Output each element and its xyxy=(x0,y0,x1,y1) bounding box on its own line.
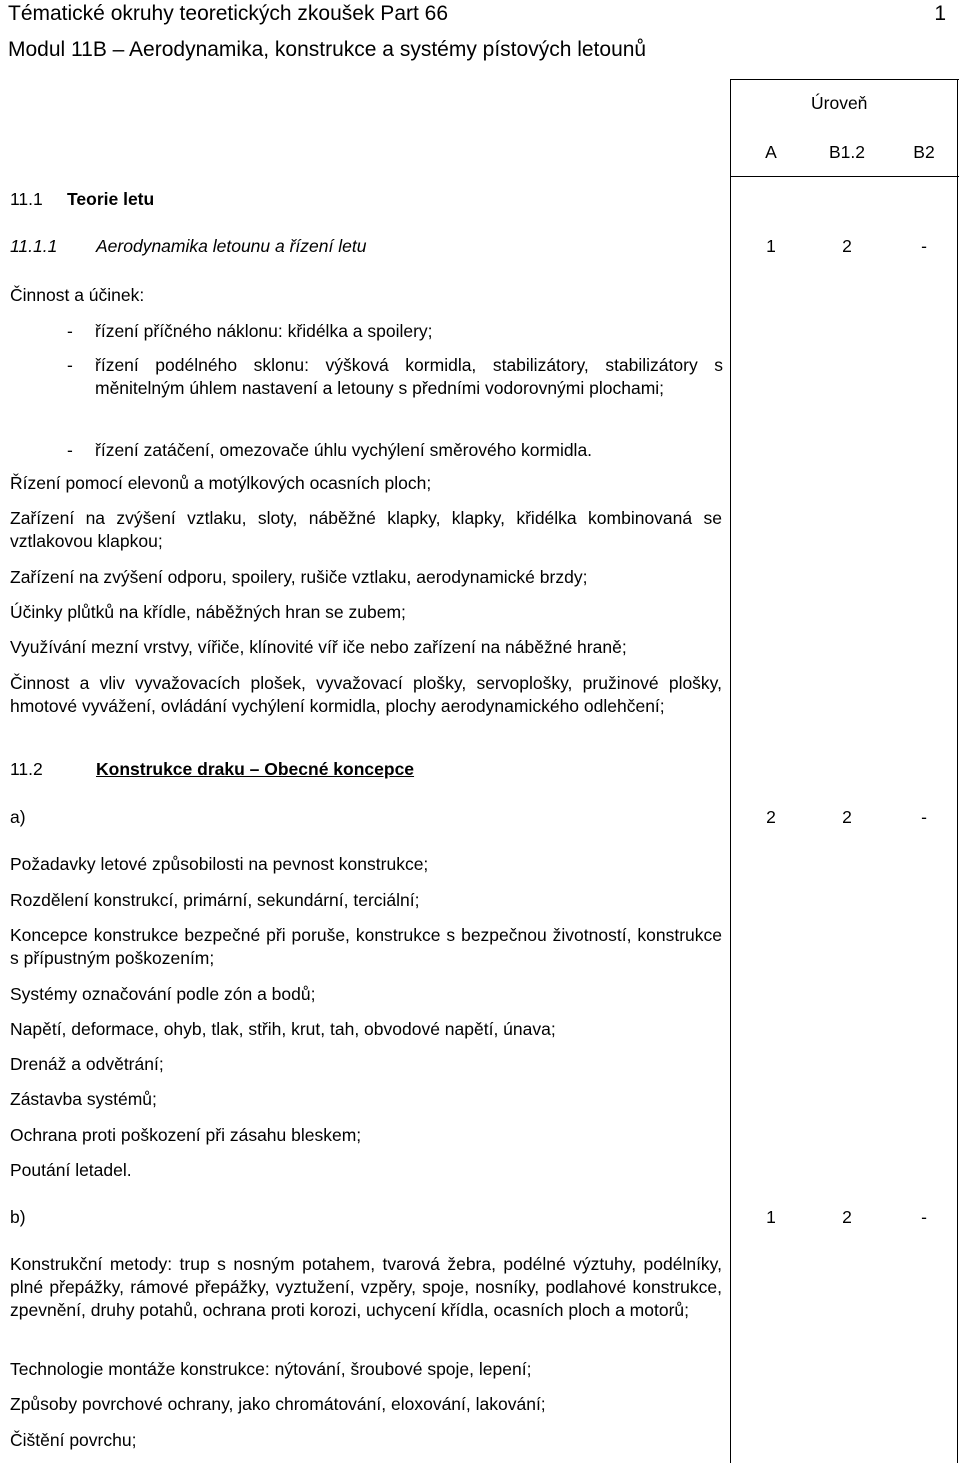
paragraph: Koncepce konstrukce bezpečné při poruše, konstrukce s bezpečnou životností, konstrukce s přípustným poškozením; xyxy=(10,925,722,968)
level-value-b1-2: 2 xyxy=(842,1207,852,1227)
bullet-dash: - xyxy=(67,440,73,460)
section-number: 11.2 xyxy=(10,759,43,779)
subsection-label: b) xyxy=(10,1207,26,1227)
level-table-header-border xyxy=(730,176,959,177)
bullet-item xyxy=(67,320,723,343)
paragraph: Činnost a vliv vyvažovacích plošek, vyvažovací plošky, servoplošky, pružinové plošky, hmotové vyvážení, ovládání vychýlení kormidla, plochy aerodynamického odlehčení; xyxy=(10,673,722,716)
bullet-text: řízení podélného sklonu: výšková kormidla, stabilizátory, stabilizátory s měnitelným úhlem nastavení a letouny s předními vodorovnými plochami; xyxy=(95,355,723,398)
paragraph: Poutání letadel. xyxy=(10,1160,132,1180)
paragraph: Konstrukční metody: trup s nosným potahem, tvarová žebra, podélné výztuhy, podélníky, plné přepážky, rámové přepážky, vyztužení, vzpěry, spoje, nosníky, podlahové konstrukce, zpevnění, druhy potahů, ochrana proti korozi, uchycení křídla, ocasních ploch a motorů; xyxy=(10,1254,722,1320)
paragraph: Čištění povrchu; xyxy=(10,1430,137,1450)
paragraph: Zástavba systémů; xyxy=(10,1089,157,1109)
paragraph: Rozdělení konstrukcí, primární, sekundární, terciální; xyxy=(10,890,420,910)
paragraph: Drenáž a odvětrání; xyxy=(10,1054,164,1074)
level-column-b1-2: B1.2 xyxy=(829,142,865,162)
level-value-b1-2: 2 xyxy=(842,807,852,827)
paragraph: Činnost a účinek: xyxy=(10,285,145,305)
level-value-b1-2: 2 xyxy=(842,236,852,256)
level-value-a: 1 xyxy=(766,1207,776,1227)
level-table-right-border xyxy=(957,80,958,1463)
paragraph: Technologie montáže konstrukce: nýtování, šroubové spoje, lepení; xyxy=(10,1359,532,1379)
bullet-dash: - xyxy=(67,321,73,341)
level-value-a: 2 xyxy=(766,807,776,827)
page-number: 1 xyxy=(934,2,946,25)
bullet-text: řízení příčného náklonu: křidélka a spoilery; xyxy=(95,321,433,341)
paragraph: Ochrana proti poškození při zásahu bleskem; xyxy=(10,1125,362,1145)
bullet-text: řízení zatáčení, omezovače úhlu vychýlení směrového kormidla. xyxy=(95,440,593,460)
bullet-dash: - xyxy=(67,355,73,375)
bullet-item xyxy=(67,439,723,462)
document-title: Tématické okruhy teoretických zkoušek Part 66 xyxy=(8,2,449,25)
level-column-b2: B2 xyxy=(913,142,935,162)
level-table-left-border xyxy=(730,80,731,1463)
section-title: Teorie letu xyxy=(67,189,155,209)
level-value-b2: - xyxy=(921,236,927,256)
level-column-a: A xyxy=(765,142,777,162)
paragraph: Zařízení na zvýšení odporu, spoilery, rušiče vztlaku, aerodynamické brzdy; xyxy=(10,567,588,587)
level-value-b2: - xyxy=(921,807,927,827)
level-value-a: 1 xyxy=(766,236,776,256)
level-header-title: Úroveň xyxy=(811,93,868,113)
bullet-item xyxy=(67,354,723,400)
level-value-b2: - xyxy=(921,1207,927,1227)
section-number: 11.1 xyxy=(10,189,43,209)
paragraph: Účinky plůtků na křídle, náběžných hran se zubem; xyxy=(10,602,406,622)
paragraph: Systémy označování podle zón a bodů; xyxy=(10,984,316,1004)
paragraph: Napětí, deformace, ohyb, tlak, střih, krut, tah, obvodové napětí, únava; xyxy=(10,1019,556,1039)
subsection-label: a) xyxy=(10,807,26,827)
paragraph: Způsoby povrchové ochrany, jako chromátování, eloxování, lakování; xyxy=(10,1394,546,1414)
subsection-number: 11.1.1 xyxy=(10,236,58,256)
paragraph: Požadavky letové způsobilosti na pevnost konstrukce; xyxy=(10,854,429,874)
paragraph: Řízení pomocí elevonů a motýlkových ocasních ploch; xyxy=(10,473,432,493)
module-title: Modul 11B – Aerodynamika, konstrukce a systémy pístových letounů xyxy=(8,38,647,61)
section-title: Konstrukce draku – Obecné koncepce xyxy=(96,759,415,779)
paragraph: Využívání mezní vrstvy, vířiče, klínovité víř iče nebo zařízení na náběžné hraně; xyxy=(10,637,627,657)
subsection-title: Aerodynamika letounu a řízení letu xyxy=(96,236,367,256)
level-table-top-border xyxy=(730,79,959,80)
paragraph: Zařízení na zvýšení vztlaku, sloty, náběžné klapky, klapky, křidélka kombinovaná se vztlakovou klapkou; xyxy=(10,508,722,551)
